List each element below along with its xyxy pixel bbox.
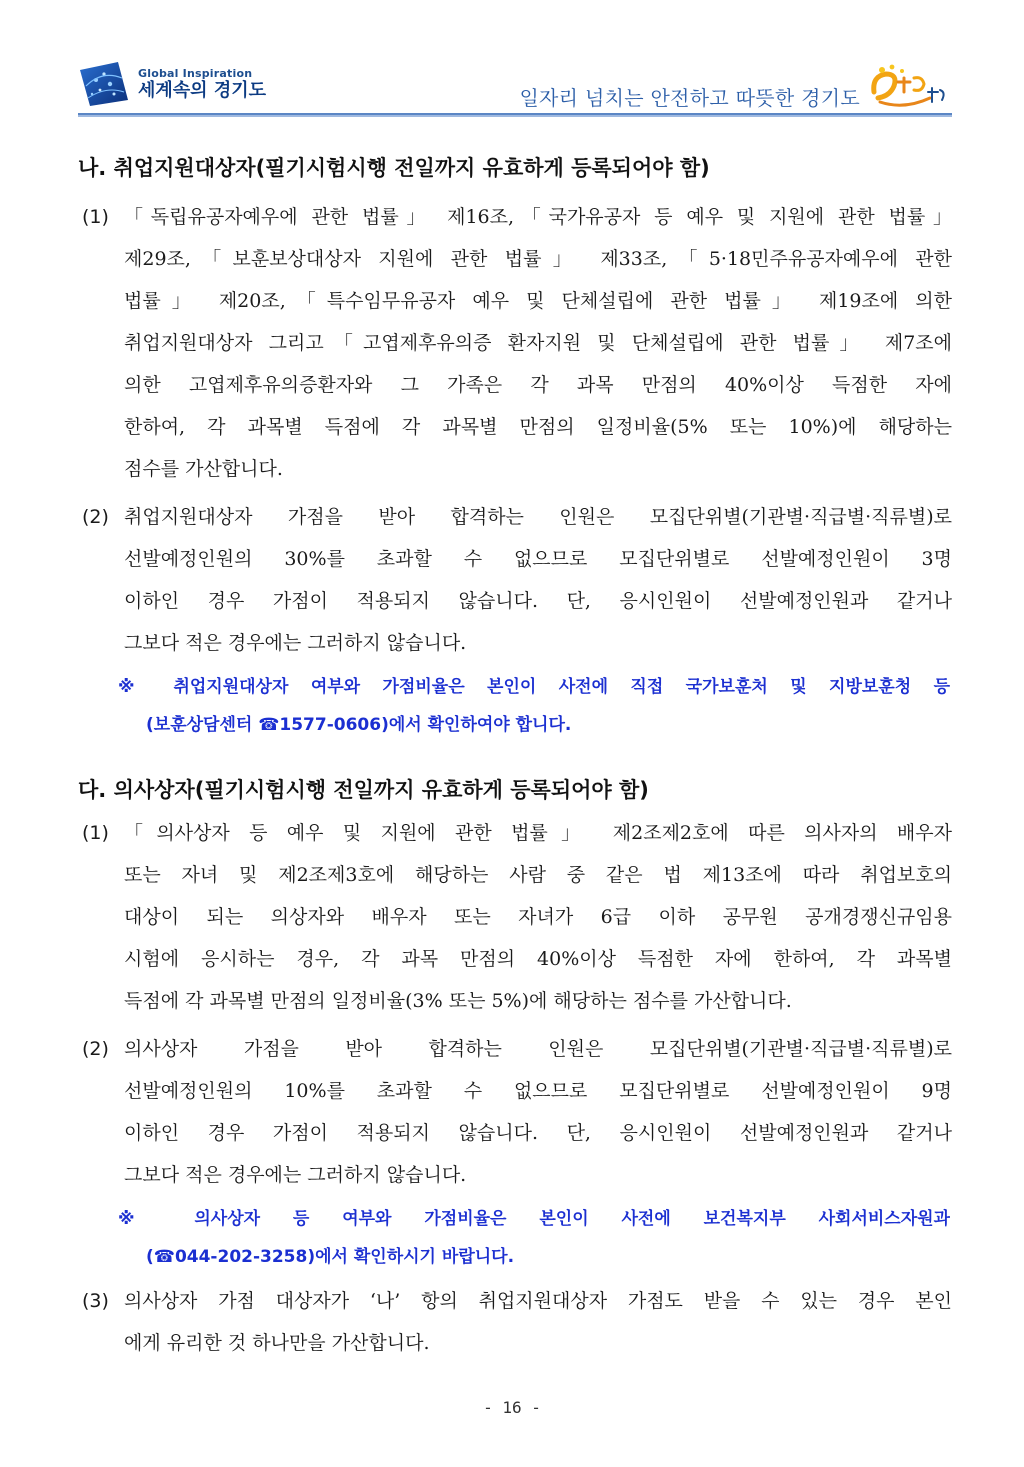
text-line: 의한 고엽제후유의증환자와 그 가족은 각 과목 만점의 40%이상 득점한 자에 [124,374,952,396]
item-number: (2) [82,506,109,528]
header-slogan: 일자리 넘치는 안전하고 따뜻한 경기도 [519,86,860,110]
note-line: (보훈상담센터 ☎1577-0606)에서 확인하여야 합니다. [146,715,572,735]
text-line: 그보다 적은 경우에는 그러하지 않습니다. [124,1164,467,1186]
text-line: 의사상자 가점을 받아 합격하는 인원은 모집단위별(기관별·직급별·직류별)로 [124,1038,952,1060]
text-line: 취업지원대상자 그리고「고엽제후유의증 환자지원 및 단체설립에 관한 법률」 제7조에 [124,332,952,354]
text-line: 「의사상자 등 예우 및 지원에 관한 법률」 제2조제2호에 따른 의사자의 배우자 [124,822,952,844]
gyeonggi-logo [78,60,266,108]
text-line: 대상이 되는 의상자와 배우자 또는 자녀가 6급 이하 공무원 공개경쟁신규임용 [124,906,952,928]
globe-logo-icon [78,60,130,108]
header-divider [78,113,952,117]
section-na-item-2 [82,496,952,664]
text-line: 에게 유리한 것 하나만을 가산합니다. [124,1332,430,1354]
text-line: 제29조,「보훈보상대상자 지원에 관한 법률」 제33조,「5·18민주유공자예우에 관한 [124,248,952,270]
text-line: 의사상자 가점 대상자가 ‘나’ 항의 취업지원대상자 가점도 받을 수 있는 경우 본인 [124,1290,952,1312]
section-na-item-1 [82,196,952,490]
section-da-item-2 [82,1028,952,1196]
text-line: 그보다 적은 경우에는 그러하지 않습니다. [124,632,467,654]
text-line: 득점에 각 과목별 만점의 일정비율(3% 또는 5%)에 해당하는 점수를 가산합니다. [124,990,792,1012]
text-line: 이하인 경우 가점이 적용되지 않습니다. 단, 응시인원이 선발예정인원과 같거나 [124,590,952,612]
section-title-da: 다. 의사상자(필기시험시행 전일까지 유효하게 등록되어야 함) [78,778,649,802]
text-line: 법률」 제20조,「특수임무유공자 예우 및 단체설립에 관한 법률」 제19조에 의한 [124,290,952,312]
item-number: (1) [82,822,109,844]
page-header [78,58,952,112]
text-line: 취업지원대상자 가점을 받아 합격하는 인원은 모집단위별(기관별·직급별·직류별)로 [124,506,952,528]
text-line: 이하인 경우 가점이 적용되지 않습니다. 단, 응시인원이 선발예정인원과 같거나 [124,1122,952,1144]
text-line: 한하여, 각 과목별 득점에 각 과목별 만점의 일정비율(5% 또는 10%)에 해당하는 [124,416,952,438]
brand-english: Global Inspiration [138,67,253,80]
gyeonggi-smile-logo-icon [868,62,952,110]
text-line: 「독립유공자예우에 관한 법률」 제16조,「국가유공자 등 예우 및 지원에 관한 법률」 [124,206,952,228]
brand-korean: 세계속의 경기도 [138,80,266,101]
section-da-note [118,1200,950,1276]
section-title-na: 나. 취업지원대상자(필기시험시행 전일까지 유효하게 등록되어야 함) [78,156,710,180]
page-number: - 16 - [483,1398,541,1417]
text-line: 점수를 가산합니다. [124,458,283,480]
note-line: ※ 의사상자 등 여부와 가점비율은 본인이 사전에 보건복지부 사회서비스자원과 [118,1209,950,1229]
section-na-note [118,668,950,744]
note-line: ※ 취업지원대상자 여부와 가점비율은 본인이 사전에 직접 국가보훈처 및 지방보훈청 등 [118,677,950,697]
item-number: (3) [82,1290,109,1312]
text-line: 또는 자녀 및 제2조제3호에 해당하는 사람 중 같은 법 제13조에 따라 취업보호의 [124,864,952,886]
text-line: 선발예정인원의 10%를 초과할 수 없으므로 모집단위별로 선발예정인원이 9명 [124,1080,952,1102]
item-number: (2) [82,1038,109,1060]
text-line: 시험에 응시하는 경우, 각 과목 만점의 40%이상 득점한 자에 한하여, 각 과목별 [124,948,952,970]
section-da-item-1 [82,812,952,1022]
section-da-item-3 [82,1280,952,1364]
text-line: 선발예정인원의 30%를 초과할 수 없으므로 모집단위별로 선발예정인원이 3명 [124,548,952,570]
note-line: (☎044-202-3258)에서 확인하시기 바랍니다. [146,1247,515,1267]
item-number: (1) [82,206,109,228]
